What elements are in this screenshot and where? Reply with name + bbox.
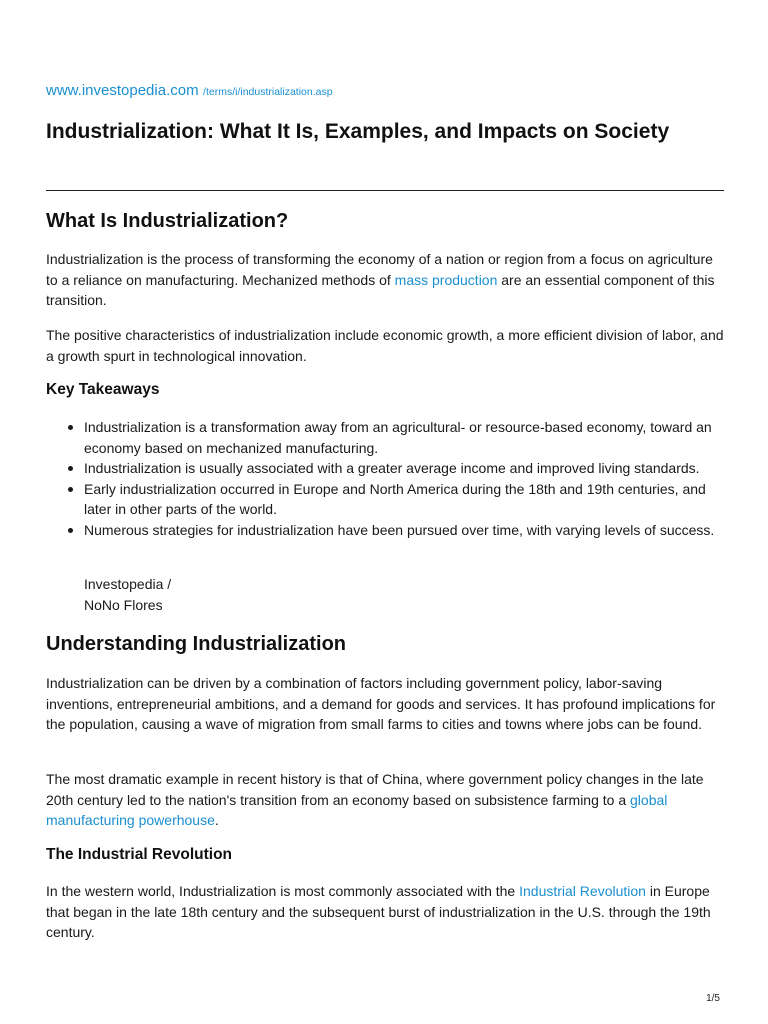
text-segment: In the western world, Industrialization is most commonly associated with the	[46, 883, 520, 899]
text-segment: The most dramatic example in recent history is that of China, where government policy changes in the late 20th century led to the nation's transition from an economy based on subsistence farming to a	[46, 771, 704, 808]
heading-key-takeaways: Key Takeaways	[46, 381, 160, 398]
link-mass-production[interactable]: mass production	[394, 271, 498, 288]
heading-industrial-revolution: The Industrial Revolution	[46, 846, 233, 863]
source-url[interactable]	[46, 82, 333, 100]
text-segment: Industrialization is the process of transforming the economy of a nation or region from a focus on agriculture to a reliance on manufacturing. Mechanized methods of	[46, 251, 713, 288]
image-credit-author: NoNo Flores	[84, 596, 163, 613]
heading-what-is: What Is Industrialization?	[46, 210, 289, 232]
url-path[interactable]: /terms/i/industrialization.asp	[203, 86, 333, 98]
heading-understanding: Understanding Industrialization	[46, 633, 347, 655]
text-segment: .	[214, 812, 219, 828]
paragraph-china-example	[46, 769, 724, 831]
list-item: Industrialization is usually associated with a greater average income and improved living standards.	[84, 458, 724, 479]
link-industrial-revolution[interactable]: Industrial Revolution	[519, 883, 646, 899]
link-global-manufacturing-powerhouse[interactable]: global manufacturing powerhouse	[46, 791, 668, 828]
paragraph-drivers: Industrialization can be driven by a combination of factors including government policy, labor-saving inventions, entrepreneurial ambitions, and a demand for goods and services. It has profound implications for the population, causing a wave of migration from small farms to cities and towns where jobs can be found.	[46, 675, 716, 732]
list-item: Industrialization is a transformation away from an agricultural- or resource-based economy, toward an economy based on mechanized manufacturing.	[84, 417, 724, 458]
paragraph-western-world	[46, 881, 724, 943]
image-credit-source: Investopedia /	[84, 576, 172, 592]
list-item: Early industrialization occurred in Europe and North America during the 18th and 19th centuries, and later in other parts of the world.	[84, 479, 724, 520]
title-divider	[46, 190, 724, 191]
image-credit	[84, 574, 171, 615]
page-number: 1/5	[706, 993, 720, 1004]
url-domain[interactable]: www.investopedia.com	[46, 82, 199, 99]
key-takeaways-list	[46, 417, 724, 540]
paragraph-definition	[46, 249, 724, 311]
text-segment: in Europe that began in the late 18th century and the subsequent burst of industrialization in the U.S. through the 19th century.	[46, 883, 711, 940]
text-segment: are an essential component of this transition.	[46, 271, 715, 308]
list-item: Numerous strategies for industrialization have been pursued over time, with varying levels of success.	[84, 520, 724, 541]
article-title: Industrialization: What It Is, Examples, and Impacts on Society	[46, 120, 670, 143]
paragraph-positive-characteristics: The positive characteristics of industrialization include economic growth, a more efficient division of labor, and a growth spurt in technological innovation.	[46, 327, 724, 364]
